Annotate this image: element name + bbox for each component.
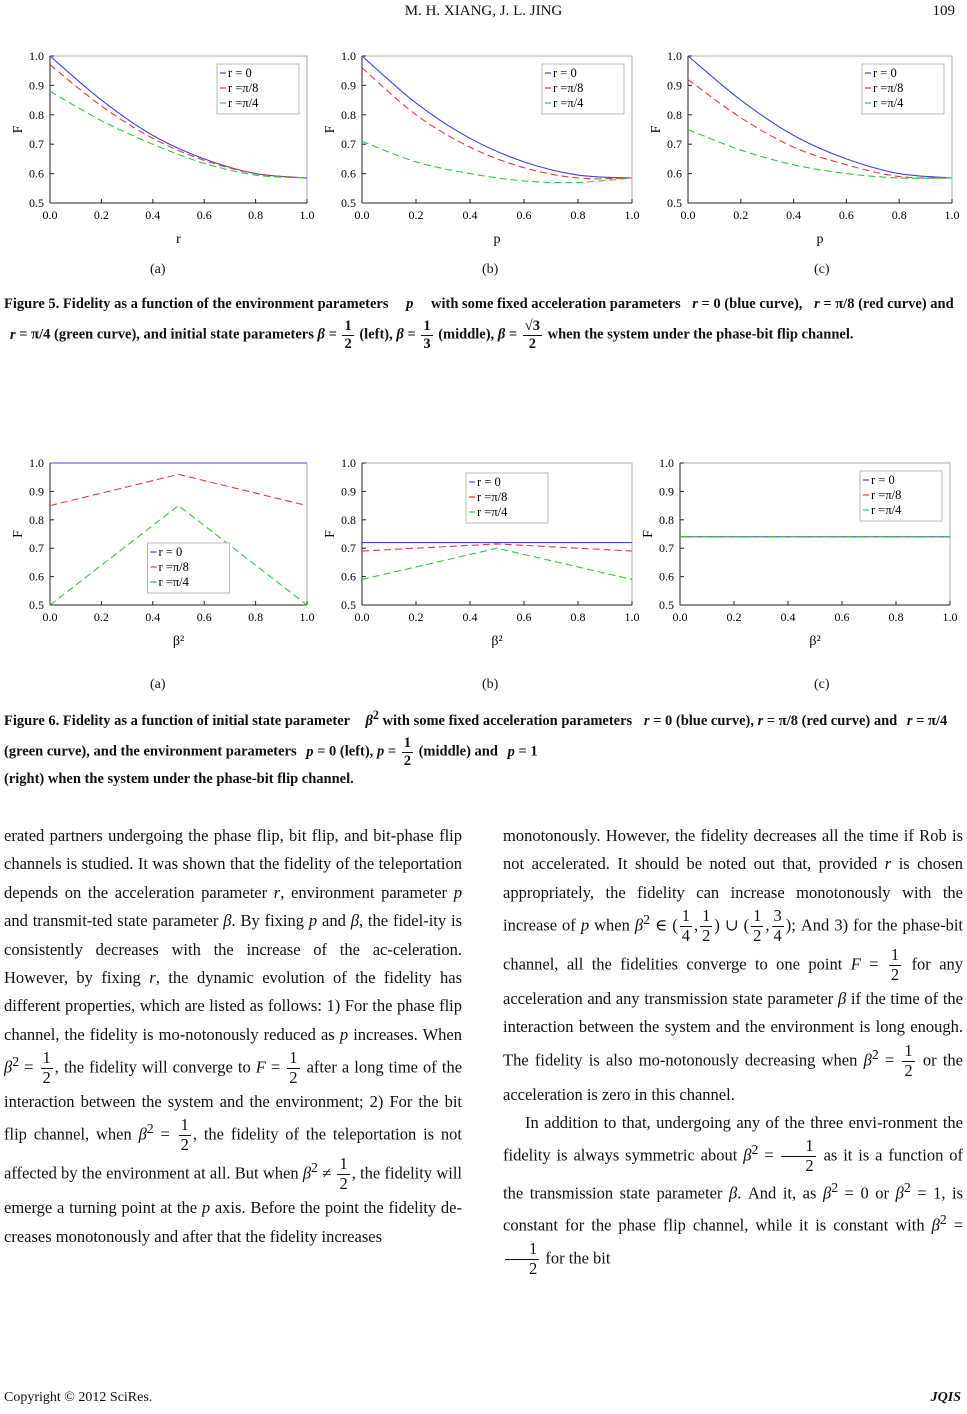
figure6-sublabel-c: (c) (814, 677, 830, 692)
legend-label: r =π/4 (873, 96, 904, 110)
y-tick-label: 0.8 (341, 512, 356, 527)
y-tick-label: 0.9 (667, 78, 682, 93)
x-axis-label: p (816, 232, 824, 247)
y-tick-label: 0.5 (667, 196, 682, 210)
y-tick-label: 0.5 (29, 196, 44, 210)
x-tick-label: 0.8 (570, 208, 586, 222)
figure5-caption-tail: when the system under the phase-bit flip channel. (547, 326, 854, 343)
figure5-caption: Figure 5. Fidelity as a function of the environment parameters p with some fixed acceleration parameters r = 0 (blue curve), r = π/8 (red curve) and r = π/4 (green curve), and initial state parameters β = $\frac{1}{2}$ (left), β = $\frac{1}{3}$ (middle), β = $\frac{√3}{2}$ when the system under the phase-bit flip channel. (4, 296, 954, 352)
x-tick-label: 0.6 (516, 610, 532, 624)
y-tick-label: 0.7 (341, 541, 356, 556)
y-tick-label: 1.0 (29, 49, 44, 63)
y-tick-label: 0.9 (341, 78, 356, 93)
y-tick-label: 0.8 (667, 107, 682, 122)
chart-svg (10, 48, 315, 253)
figure6-panel-c (640, 455, 958, 655)
legend-label: r =π/8 (871, 488, 902, 502)
footer-journal: JQIS (930, 1390, 961, 1405)
x-tick-label: 0.8 (891, 208, 907, 222)
y-tick-label: 0.9 (659, 484, 674, 499)
y-tick-label: 0.5 (341, 598, 356, 612)
y-tick-label: 0.8 (29, 107, 44, 122)
y-axis-label: F (323, 530, 338, 538)
legend-label: r =π/8 (477, 490, 508, 504)
body-text: if the time of the interaction between the system and the environment is long enough. The fidelity is also mo-notonously decreasing when (503, 989, 964, 1069)
legend-label: r = 0 (553, 66, 577, 80)
x-tick-label: 0.8 (570, 610, 586, 624)
legend-label: r =π/4 (553, 96, 584, 110)
y-tick-label: 0.7 (29, 137, 44, 152)
figure5-panel-c (648, 48, 960, 253)
body-text: after a long time of the interaction between the system and the environment; 2) For the bit flip channel, when (4, 1057, 463, 1144)
figure5-sublabel-b: (b) (482, 262, 499, 277)
series-line-green (362, 548, 632, 579)
body-text: increases. When (353, 1024, 462, 1044)
series-line-red (362, 544, 632, 551)
x-tick-label: 0.2 (408, 208, 424, 222)
x-tick-label: 1.0 (624, 208, 640, 222)
y-axis-label: F (323, 125, 338, 134)
y-tick-label: 1.0 (659, 456, 674, 470)
series-line-green (688, 130, 952, 179)
x-tick-label: 1.0 (624, 610, 640, 624)
x-tick-label: 0.6 (838, 208, 854, 222)
body-text: , is constant for the phase flip channel, while it is constant with (503, 1183, 964, 1235)
figure5-sublabel-a: (a) (150, 262, 166, 277)
figure6-panel-a (10, 455, 315, 655)
x-tick-label: 0.0 (354, 610, 370, 624)
x-tick-label: 0.6 (516, 208, 532, 222)
y-tick-label: 0.7 (341, 137, 356, 152)
chart-svg (322, 48, 640, 253)
x-tick-label: 0.4 (145, 610, 161, 624)
chart-svg (10, 455, 315, 655)
body-text: ; And 3) for the phase-bit channel, all the fidelities converge to one point (503, 915, 963, 974)
figure6-caption: Figure 6. Fidelity as a function of initial state parameter $\beta^2$ with some fixed acceleration parameters r = 0 (blue curve), r = π/8 (red curve) and r = π/4 (green curve), and the environment parameters p = 0 (left), p = $\frac{1}{2}$ (middle) and p = 1 (right) when the system under the phase-bit flip channel. (4, 704, 962, 794)
y-tick-label: 0.9 (29, 484, 44, 499)
figure6-panel-b (322, 455, 640, 655)
y-tick-label: 0.8 (341, 107, 356, 122)
x-tick-label: 0.8 (248, 610, 264, 624)
legend-label: r = 0 (871, 473, 895, 487)
body-text: is chosen appropriately, the fidelity can increase monotonously with the increase of (503, 854, 964, 935)
x-tick-label: 0.2 (408, 610, 424, 624)
body-text: , environment parameter (280, 882, 448, 902)
x-tick-label: 0.4 (786, 208, 802, 222)
y-tick-label: 0.6 (29, 569, 44, 584)
body-text: for the bit (545, 1248, 611, 1268)
y-tick-label: 0.6 (659, 569, 674, 584)
body-text: , the fidelity will emerge a turning point at the (4, 1163, 463, 1218)
x-tick-label: 0.0 (42, 208, 58, 222)
legend-label: r =π/8 (228, 81, 259, 95)
y-tick-label: 1.0 (341, 49, 356, 63)
y-axis-label: F (641, 530, 656, 538)
x-tick-label: 1.0 (299, 610, 315, 624)
body-text: In addition to that, undergoing any of the three envi-ronment the fidelity is always symmetric about (503, 1113, 963, 1165)
x-axis-label: p (493, 232, 501, 247)
y-tick-label: 0.9 (29, 78, 44, 93)
body-text: monotonously. However, the fidelity decreases all the time if Rob is not accelerated. It should be noted out that, provided (503, 826, 963, 874)
y-tick-label: 0.6 (667, 166, 682, 181)
legend-label: r = 0 (477, 475, 501, 489)
body-text: , the dynamic evolution of the fidelity has different properties, which are listed as follows: 1) For the phase flip channel, the fidelity is mo-notonously reduced as (4, 967, 463, 1044)
y-tick-label: 1.0 (341, 456, 356, 470)
x-tick-label: 1.0 (299, 208, 315, 222)
series-line-red (50, 474, 307, 505)
x-tick-label: 1.0 (942, 610, 958, 624)
y-tick-label: 0.7 (29, 541, 44, 556)
figure6-caption-tail: (right) when the system under the phase-bit flip channel. (4, 771, 354, 788)
x-tick-label: 0.4 (462, 208, 478, 222)
x-tick-label: 0.4 (462, 610, 478, 624)
y-tick-label: 0.8 (659, 512, 674, 527)
x-tick-label: 0.0 (680, 208, 696, 222)
x-tick-label: 0.6 (834, 610, 850, 624)
footer-copyright: Copyright © 2012 SciRes. (4, 1390, 153, 1405)
legend-label: r = 0 (228, 66, 252, 80)
x-tick-label: 0.2 (733, 208, 749, 222)
figure5-panel-b (322, 48, 640, 253)
y-axis-label: F (11, 125, 26, 134)
body-text: when (594, 915, 630, 935)
chart-svg (322, 455, 640, 655)
body-text: axis. Before the point the fidelity de-creases monotonously and after that the fidelity increases (4, 1198, 462, 1246)
y-tick-label: 0.5 (659, 598, 674, 612)
body-text: erated partners undergoing the phase flip, bit flip, and bit-phase flip channels is studied. It was shown that the fidelity of the teleportation depends on the acceleration parameter (4, 826, 462, 902)
y-tick-label: 0.5 (341, 196, 356, 210)
x-axis-label: β² (809, 634, 821, 649)
figure6-sublabel-a: (a) (150, 677, 166, 692)
body-text: and transmit-ted state parameter (4, 911, 219, 931)
figure5-caption-lead: Figure 5. Fidelity as a function of the environment parameters (4, 296, 389, 312)
legend-label: r =π/4 (228, 96, 259, 110)
x-tick-label: 0.0 (672, 610, 688, 624)
running-header: M. H. XIANG, J. L. JING (404, 3, 563, 19)
legend-label: r =π/4 (477, 505, 508, 519)
figure6-caption-lead: Figure 6. Fidelity as a function of initial state parameter (4, 712, 350, 729)
body-text: and (322, 911, 346, 931)
legend-label: r =π/8 (158, 560, 189, 574)
body-text: or (875, 1183, 890, 1203)
y-tick-label: 0.6 (341, 166, 356, 181)
y-tick-label: 0.5 (29, 598, 44, 612)
x-axis-label: β² (172, 634, 185, 649)
x-tick-label: 0.0 (354, 208, 370, 222)
figure5-panel-a (10, 48, 315, 253)
body-text: , the fidelity of the teleportation is not affected by the environment at all. But when (4, 1124, 462, 1183)
figure5-sublabel-c: (c) (814, 262, 830, 277)
y-tick-label: 0.6 (29, 166, 44, 181)
chart-svg (640, 455, 958, 655)
body-text: , the fidel-ity is consistently decreases with the increase of the ac-celeration. However, by fixing (4, 911, 462, 987)
y-tick-label: 0.9 (341, 484, 356, 499)
x-tick-label: 0.8 (888, 610, 904, 624)
body-text: for any acceleration and any transmission state parameter (503, 954, 964, 1008)
legend-label: r =π/8 (873, 81, 904, 95)
y-tick-label: 0.8 (29, 512, 44, 527)
figure6-sublabel-b: (b) (482, 677, 499, 692)
body-text: or the acceleration is zero in this channel. (503, 1050, 964, 1104)
page-number: 109 (932, 3, 955, 19)
y-tick-label: 1.0 (667, 49, 682, 63)
legend-label: r =π/8 (553, 81, 584, 95)
body-right-column: monotonously. However, the fidelity decreases all the time if Rob is not accelerated. It should be noted out that, provided r is chosen appropriately, the fidelity can increase monotonously with the increase of p when $\beta^2$ ∈ ( $\frac{1}{4}$ , $\frac{1}{2}$ ) ∪ ( $\frac{1}{2}$ , $\frac{3}{4}$ ); And 3) for the phase-bit channel, all the fidelities converge to one point F = $\frac{1}{2}$ for any acceleration and any transmission state parameter β if the time of the interaction between the system and the environment is long enough. The fidelity is also mo-notonously decreasing when $\beta^2$ = $\frac{1}{2}$ or the acceleration is zero in this channel. In addition to that, undergoing any of the three envi-ronment the fidelity is always symmetric about $\beta^2$ = $\frac{1}{2}$ as it is a function of the transmission state parameter β. And it, as $\beta^2 = 0$ or $\beta^2 = 1$, is constant for the phase flip channel, while it is constant with $\beta^2$ = $\frac{1}{2}$ for the bit (503, 826, 964, 1279)
body-text: as it is a function of the transmission state parameter (503, 1145, 963, 1203)
x-tick-label: 0.2 (93, 208, 109, 222)
body-left-column: erated partners undergoing the phase flip, bit flip, and bit-phase flip channels is studied. It was shown that the fidelity of the teleportation depends on the acceleration parameter r, environment parameter p and transmit-ted state parameter β. By fixing p and β, the fidel-ity is consistently decreases with the increase of the ac-celeration. However, by fixing r, the dynamic evolution of the fidelity has different properties, which are listed as follows: 1) For the phase flip channel, the fidelity is mo-notonously reduced as p increases. When $\beta^2$ = $\frac{1}{2}$ , the fidelity will converge to F = $\frac{1}{2}$ after a long time of the interaction between the system and the environment; 2) For the bit flip channel, when $\beta^2$ = $\frac{1}{2}$ , the fidelity of the teleportation is not affected by the environment at all. But when $\beta^2$ ≠ $\frac{1}{2}$ , the fidelity will emerge a turning point at the p axis. Before the point the fidelity de-creases monotonously and after that the fidelity increases (4, 826, 463, 1246)
x-tick-label: 0.6 (196, 610, 212, 624)
body-text: . By fixing (231, 911, 305, 931)
y-tick-label: 1.0 (29, 456, 44, 470)
x-tick-label: 0.2 (93, 610, 109, 624)
legend-label: r = 0 (873, 66, 897, 80)
y-axis-label: F (11, 530, 26, 538)
legend-label: r =π/4 (871, 503, 902, 517)
y-tick-label: 0.7 (667, 137, 682, 152)
x-axis-label: r (176, 232, 181, 247)
x-tick-label: 0.6 (196, 208, 212, 222)
x-tick-label: 0.2 (726, 610, 742, 624)
legend-label: r =π/4 (158, 575, 189, 589)
x-tick-label: 0.4 (145, 208, 161, 222)
x-tick-label: 0.0 (42, 610, 58, 624)
body-text: , the fidelity will converge to (54, 1057, 251, 1077)
legend-label: r = 0 (158, 545, 183, 559)
chart-svg (648, 48, 960, 253)
x-tick-label: 0.4 (780, 610, 796, 624)
body-text: . And it, as (737, 1183, 817, 1203)
x-axis-label: β² (491, 634, 503, 649)
y-axis-label: F (649, 125, 664, 134)
y-tick-label: 0.7 (659, 541, 674, 556)
x-tick-label: 0.8 (248, 208, 264, 222)
x-tick-label: 1.0 (944, 208, 960, 222)
y-tick-label: 0.6 (341, 569, 356, 584)
